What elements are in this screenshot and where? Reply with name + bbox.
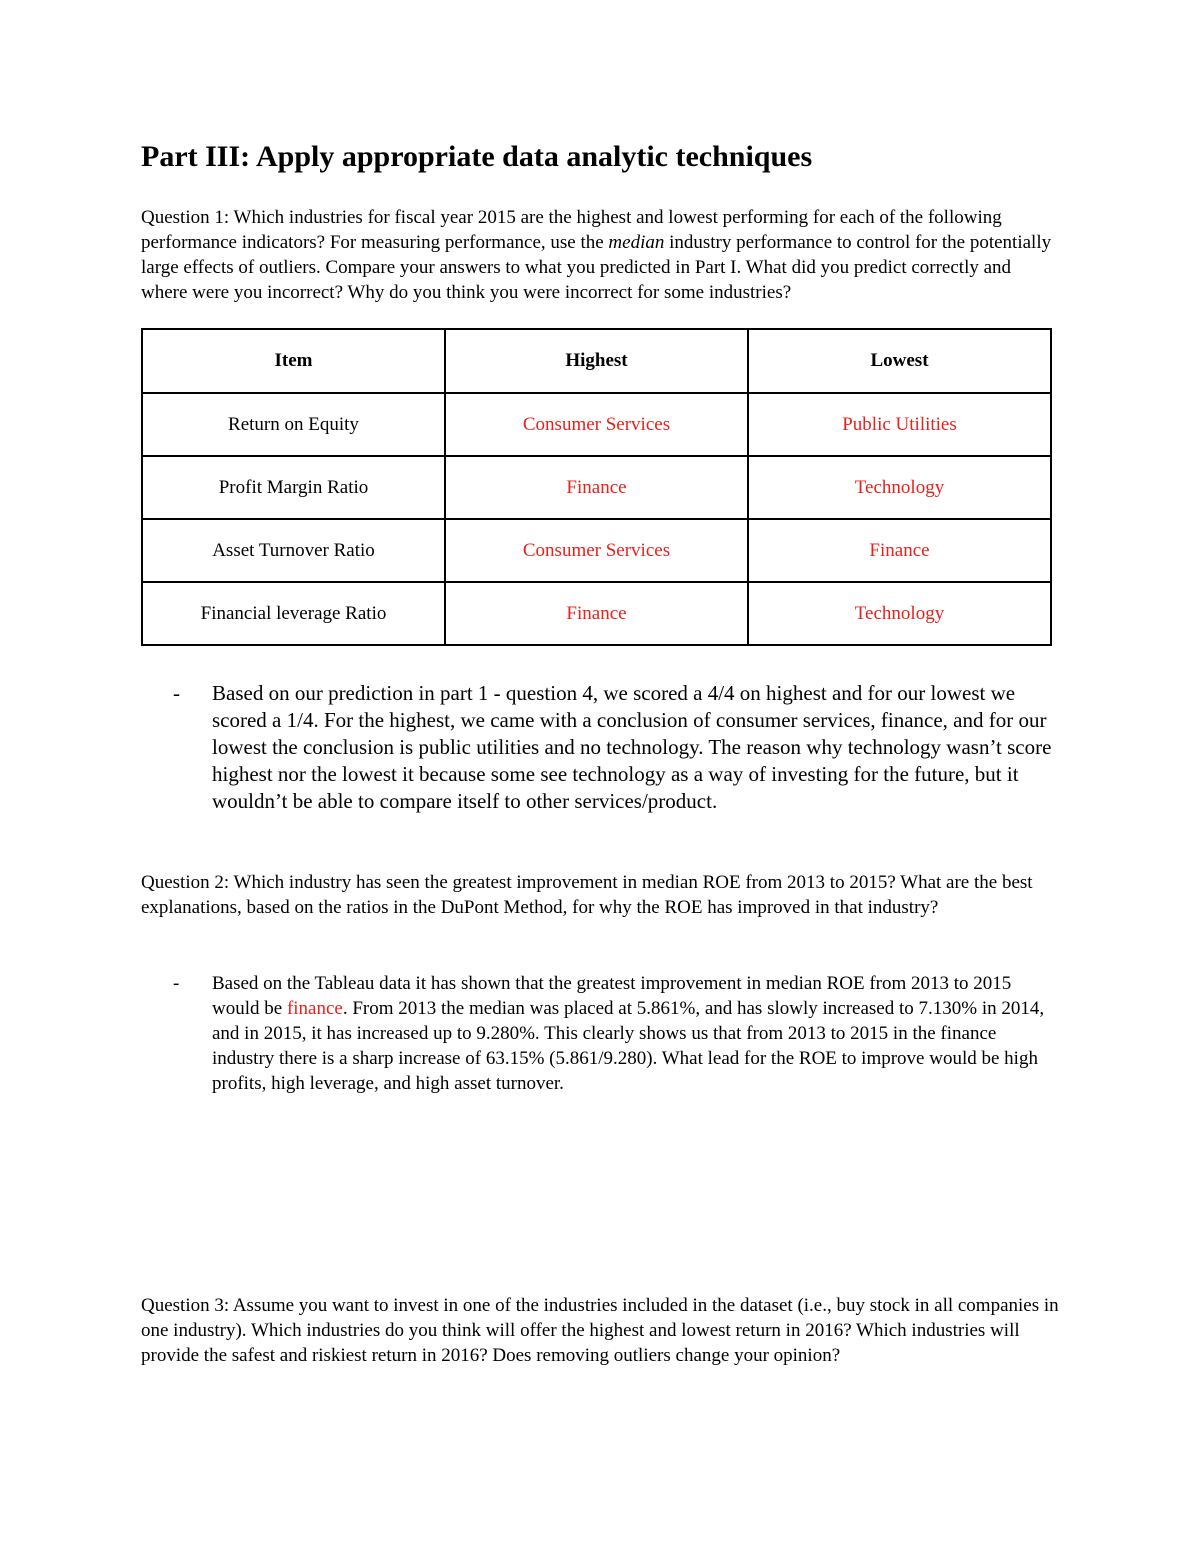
answer-2 — [173, 971, 1059, 1096]
question-1-text: Question 1: Which industries for fiscal year 2015 are the highest and lowest performing for each of the following performance indicators? For measuring performance, use the — [141, 207, 1002, 253]
header-highest: Highest — [445, 329, 748, 393]
table-row — [142, 456, 1051, 519]
cell-item: Financial leverage Ratio — [142, 582, 445, 645]
cell-lowest: Technology — [748, 582, 1051, 645]
cell-lowest: Technology — [748, 456, 1051, 519]
cell-item: Return on Equity — [142, 393, 445, 456]
cell-item: Profit Margin Ratio — [142, 456, 445, 519]
table-row — [142, 393, 1051, 456]
cell-highest: Finance — [445, 582, 748, 645]
cell-highest: Finance — [445, 456, 748, 519]
cell-highest: Consumer Services — [445, 393, 748, 456]
question-1 — [141, 205, 1061, 305]
answer-1 — [173, 680, 1053, 815]
answer-1-text: Based on our prediction in part 1 - question 4, we scored a 4/4 on highest and for our lowest we scored a 1/4. For the highest, we came with a conclusion of consumer services, finance, and for our lowest the conclusion is public utilities and no technology. The reason why technology wasn’t score highest nor the lowest it because some see technology as a way of investing for the future, but it wouldn’t be able to compare itself to other services/product. — [212, 681, 1052, 813]
bullet-dash: - — [173, 973, 180, 994]
answer-2-body — [212, 971, 1059, 1096]
table-header-row — [142, 329, 1051, 393]
question-2: Question 2: Which industry has seen the greatest improvement in median ROE from 2013 to 2015? What are the best explanations, based on the ratios in the DuPont Method, for why the ROE has improved in that industry? — [141, 872, 1033, 918]
question-3: Question 3: Assume you want to invest in one of the industries included in the dataset (i.e., buy stock in all companies in one industry). Which industries do you think will offer the highest and lowest return in 2016? Which industries will provide the safest and riskiest return in 2016? Does removing outliers change your opinion? — [141, 1295, 1059, 1366]
answer-2-text: Based on the Tableau data it has shown that the greatest improvement in median ROE from 2013 to 2015 would be — [212, 973, 1012, 1019]
cell-lowest: Finance — [748, 519, 1051, 582]
performance-table — [141, 328, 1052, 646]
cell-lowest: Public Utilities — [748, 393, 1051, 456]
question-1-emphasis: median — [608, 232, 665, 253]
answer-2-text-end: . From 2013 the median was placed at 5.861%, and has slowly increased to 7.130% in 2014, and in 2015, it has increased up to 9.280%. This clearly shows us that from 2013 to 2015 in the finance industry there is a sharp increase of 63.15% (5.861/9.280). What lead for the ROE to improve would be high profits, high leverage, and high asset turnover. — [212, 998, 1045, 1094]
table-row — [142, 582, 1051, 645]
bullet-dash: - — [173, 681, 180, 705]
question-1-text-end: industry performance to control for the potentially large effects of outliers. Compare your answers to what you predicted in Part I. What did you predict correctly and where were you incorrect? Why do you think you were incorrect for some industries? — [141, 232, 1052, 303]
answer-2-highlight: finance — [286, 998, 343, 1019]
header-item: Item — [142, 329, 445, 393]
table-row — [142, 519, 1051, 582]
header-lowest: Lowest — [748, 329, 1051, 393]
cell-item: Asset Turnover Ratio — [142, 519, 445, 582]
cell-highest: Consumer Services — [445, 519, 748, 582]
page-title: Part III: Apply appropriate data analytic techniques — [141, 140, 813, 173]
